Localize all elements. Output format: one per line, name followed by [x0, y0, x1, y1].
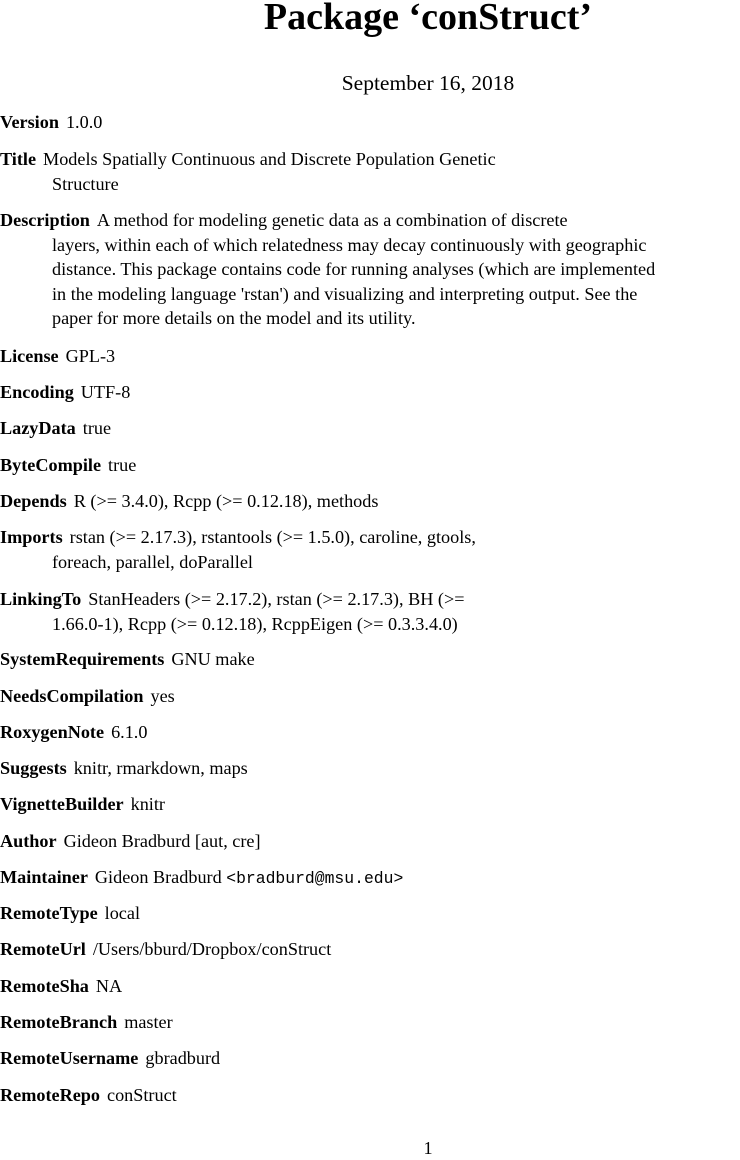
field-value: true [82, 418, 112, 438]
field-value: 6.1.0 [111, 722, 148, 742]
field-label: Version [0, 112, 59, 132]
field-label: LazyData [0, 418, 76, 438]
field-label: Suggests [0, 758, 67, 778]
field-label: RoxygenNote [0, 722, 105, 742]
maintainer-email: <bradburd@msu.edu> [226, 869, 404, 888]
field-label: Title [0, 149, 37, 169]
field-value: Structure [52, 173, 119, 194]
field-value: layers, within each of which relatedness may decay continuously with geographic [52, 234, 647, 255]
maintainer-name: Gideon Bradburd [94, 867, 222, 887]
field-label: Description [0, 210, 90, 230]
field-label: SystemRequirements [0, 649, 165, 669]
field-remoterepo [0, 1083, 740, 1108]
field-label: VignetteBuilder [0, 794, 124, 814]
field-suggests [0, 756, 740, 781]
field-value: conStruct [107, 1085, 177, 1105]
field-remotetype [0, 901, 740, 926]
page-number: 1 [423, 1138, 433, 1158]
field-value: knitr [130, 794, 165, 814]
field-maintainer [0, 865, 740, 892]
field-value: 1.66.0-1), Rcpp (>= 0.12.18), RcppEigen (>= 0.3.3.4.0) [52, 613, 458, 634]
field-value: NA [95, 976, 123, 996]
field-lazydata [0, 416, 740, 441]
field-remoteurl [0, 937, 740, 962]
field-label: LinkingTo [0, 589, 82, 609]
field-depends [0, 489, 740, 514]
field-remotebranch [0, 1010, 740, 1035]
field-value: in the modeling language 'rstan') and visualizing and interpreting output. See the [52, 283, 638, 304]
field-remotesha [0, 974, 740, 999]
field-label: ByteCompile [0, 455, 102, 475]
field-value: R (>= 3.4.0), Rcpp (>= 0.12.18), methods [73, 491, 379, 511]
field-needscompilation [0, 684, 740, 709]
field-value: 1.0.0 [65, 112, 103, 132]
field-version [0, 110, 740, 135]
field-label: Encoding [0, 382, 74, 402]
field-value: GNU make [171, 649, 255, 669]
field-license [0, 344, 740, 369]
field-author [0, 829, 740, 854]
field-value: StanHeaders (>= 2.17.2), rstan (>= 2.17.3), BH (>= [88, 589, 465, 609]
field-value: paper for more details on the model and its utility. [52, 308, 416, 328]
field-label: Author [0, 831, 57, 851]
field-label: Imports [0, 527, 63, 547]
field-value: knitr, rmarkdown, maps [73, 758, 248, 778]
field-value: gbradburd [145, 1048, 221, 1068]
field-label: NeedsCompilation [0, 686, 144, 706]
field-value: local [104, 903, 141, 923]
field-label: Maintainer [0, 867, 88, 887]
field-roxygennote [0, 720, 740, 745]
package-date: September 16, 2018 [341, 71, 515, 95]
field-value: yes [150, 686, 175, 706]
field-encoding [0, 380, 740, 405]
field-label: License [0, 346, 59, 366]
field-label: RemoteRepo [0, 1085, 100, 1105]
field-systemrequirements [0, 647, 740, 672]
field-value: true [108, 455, 137, 475]
field-value: master [124, 1012, 173, 1032]
field-label: RemoteBranch [0, 1012, 118, 1032]
field-label: RemoteSha [0, 976, 89, 996]
field-value: Gideon Bradburd [aut, cre] [63, 831, 261, 851]
field-vignettebuilder [0, 792, 740, 817]
field-label: RemoteUrl [0, 939, 86, 959]
field-value: Models Spatially Continuous and Discrete Population Genetic [43, 149, 496, 169]
field-value: UTF-8 [80, 382, 131, 402]
field-label: RemoteType [0, 903, 98, 923]
field-remoteusername [0, 1046, 740, 1071]
field-value: rstan (>= 2.17.3), rstantools (>= 1.5.0), caroline, gtools, [69, 527, 476, 547]
field-linkingto [0, 587, 740, 636]
field-value: GPL-3 [65, 346, 116, 366]
field-value: A method for modeling genetic data as a combination of discrete [96, 210, 568, 230]
field-description [0, 208, 740, 331]
field-value: distance. This package contains code for running analyses (which are implemented [52, 259, 656, 279]
field-label: Depends [0, 491, 67, 511]
field-title [0, 147, 740, 196]
package-title: Package ‘conStruct’ [263, 0, 593, 38]
field-label: RemoteUsername [0, 1048, 139, 1068]
field-imports [0, 525, 740, 574]
field-value: foreach, parallel, doParallel [52, 551, 253, 572]
field-value: /Users/bburd/Dropbox/conStruct [92, 939, 332, 959]
field-bytecompile [0, 453, 740, 478]
